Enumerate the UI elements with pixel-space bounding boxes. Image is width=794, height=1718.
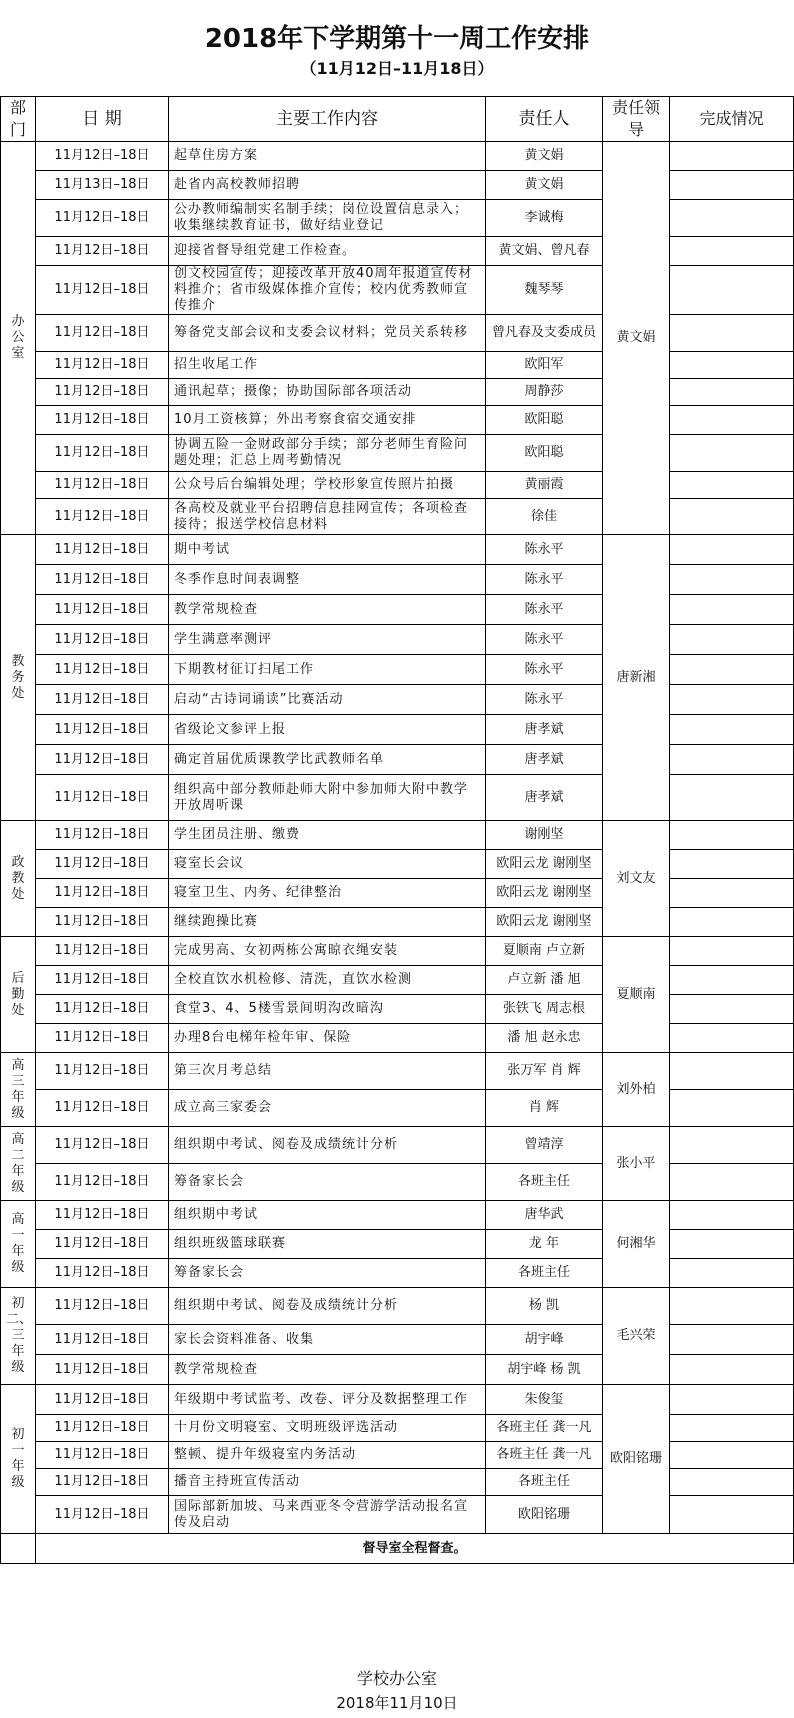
content-cell: 学生团员注册、缴费 bbox=[169, 821, 486, 850]
table-row bbox=[1, 1442, 794, 1469]
header-date: 日 期 bbox=[36, 97, 169, 142]
table-row bbox=[1, 775, 794, 821]
person-cell: 李诚梅 bbox=[486, 200, 603, 237]
supervision-blank-cell bbox=[1, 1534, 36, 1564]
person-cell: 各班主任 bbox=[486, 1469, 603, 1496]
completion-cell[interactable] bbox=[670, 1090, 794, 1127]
dept-cell: 高一年级 bbox=[1, 1201, 36, 1288]
content-cell: 公办教师编制实名制手续；岗位设置信息录入；收集继续教育证书，做好结业登记 bbox=[169, 200, 486, 237]
content-cell: 迎接省督导组党建工作检查。 bbox=[169, 237, 486, 266]
content-cell: 整顿、提升年级寝室内务活动 bbox=[169, 1442, 486, 1469]
date-cell: 11月12日–18日 bbox=[36, 595, 169, 625]
content-cell: 确定首届优质课教学比武教师名单 bbox=[169, 745, 486, 775]
person-cell: 黄文娟 bbox=[486, 142, 603, 171]
person-cell: 卢立新 潘 旭 bbox=[486, 966, 603, 995]
table-row bbox=[1, 1024, 794, 1053]
dept-cell: 后勤处 bbox=[1, 937, 36, 1053]
date-cell: 11月12日–18日 bbox=[36, 266, 169, 315]
date-cell: 11月13日–18日 bbox=[36, 171, 169, 200]
date-cell: 11月12日–18日 bbox=[36, 435, 169, 472]
dept-cell: 高二年级 bbox=[1, 1127, 36, 1201]
content-cell: 组织期中考试 bbox=[169, 1201, 486, 1230]
person-cell: 黄文娟、曾凡春 bbox=[486, 237, 603, 266]
content-cell: 通讯起草；摄像；协助国际部各项活动 bbox=[169, 379, 486, 406]
content-cell: 组织班级篮球联赛 bbox=[169, 1230, 486, 1259]
completion-cell[interactable] bbox=[670, 850, 794, 879]
dept-cell: 初一年级 bbox=[1, 1385, 36, 1534]
content-cell: 筹备家长会 bbox=[169, 1164, 486, 1201]
date-cell: 11月12日–18日 bbox=[36, 1024, 169, 1053]
content-cell: 第三次月考总结 bbox=[169, 1053, 486, 1090]
date-cell: 11月12日–18日 bbox=[36, 937, 169, 966]
completion-cell[interactable] bbox=[670, 1496, 794, 1534]
completion-cell[interactable] bbox=[670, 499, 794, 535]
content-cell: 食堂3、4、5楼雪景间明沟改暗沟 bbox=[169, 995, 486, 1024]
date-cell: 11月12日–18日 bbox=[36, 715, 169, 745]
person-cell: 胡宇峰 bbox=[486, 1325, 603, 1355]
table-row bbox=[1, 1496, 794, 1534]
date-cell: 11月12日–18日 bbox=[36, 879, 169, 908]
completion-cell[interactable] bbox=[670, 1469, 794, 1496]
content-cell: 组织期中考试、阅卷及成绩统计分析 bbox=[169, 1127, 486, 1164]
content-cell: 赴省内高校教师招聘 bbox=[169, 171, 486, 200]
header-leader: 责任领导 bbox=[603, 97, 670, 142]
date-cell: 11月12日–18日 bbox=[36, 379, 169, 406]
leader-cell: 唐新湘 bbox=[603, 535, 670, 821]
completion-cell[interactable] bbox=[670, 1024, 794, 1053]
completion-cell[interactable] bbox=[670, 142, 794, 171]
content-cell: 筹备家长会 bbox=[169, 1259, 486, 1288]
leader-cell: 黄文娟 bbox=[603, 142, 670, 535]
table-row bbox=[1, 266, 794, 315]
supervision-row bbox=[1, 1534, 794, 1564]
person-cell: 各班主任 龚一凡 bbox=[486, 1415, 603, 1442]
date-cell: 11月12日–18日 bbox=[36, 1201, 169, 1230]
completion-cell[interactable] bbox=[670, 595, 794, 625]
completion-cell[interactable] bbox=[670, 1164, 794, 1201]
person-cell: 欧阳云龙 谢刚坚 bbox=[486, 879, 603, 908]
content-cell: 协调五险一金财政部分手续；部分老师生育险问题处理；汇总上周考勤情况 bbox=[169, 435, 486, 472]
header-content: 主要工作内容 bbox=[169, 97, 486, 142]
completion-cell[interactable] bbox=[670, 1415, 794, 1442]
person-cell: 各班主任 bbox=[486, 1164, 603, 1201]
completion-cell[interactable] bbox=[670, 435, 794, 472]
content-cell: 教学常规检查 bbox=[169, 595, 486, 625]
leader-cell: 刘文友 bbox=[603, 821, 670, 937]
content-cell: 十月份文明寝室、文明班级评选活动 bbox=[169, 1415, 486, 1442]
table-row bbox=[1, 1127, 794, 1164]
completion-cell[interactable] bbox=[670, 685, 794, 715]
completion-cell[interactable] bbox=[670, 266, 794, 315]
content-cell: 省级论文参评上报 bbox=[169, 715, 486, 745]
person-cell: 黄文娟 bbox=[486, 171, 603, 200]
table-row bbox=[1, 1053, 794, 1090]
date-cell: 11月12日–18日 bbox=[36, 1288, 169, 1325]
content-cell: 继续跑操比赛 bbox=[169, 908, 486, 937]
date-cell: 11月12日–18日 bbox=[36, 685, 169, 715]
completion-cell[interactable] bbox=[670, 775, 794, 821]
content-cell: 组织期中考试、阅卷及成绩统计分析 bbox=[169, 1288, 486, 1325]
person-cell: 谢刚坚 bbox=[486, 821, 603, 850]
content-cell: 完成男高、女初两栋公寓晾衣绳安装 bbox=[169, 937, 486, 966]
completion-cell[interactable] bbox=[670, 1230, 794, 1259]
person-cell: 肖 辉 bbox=[486, 1090, 603, 1127]
person-cell: 欧阳铭珊 bbox=[486, 1496, 603, 1534]
content-cell: 学生满意率测评 bbox=[169, 625, 486, 655]
content-cell: 下期教材征订扫尾工作 bbox=[169, 655, 486, 685]
table-row bbox=[1, 908, 794, 937]
table-row bbox=[1, 171, 794, 200]
table-row bbox=[1, 315, 794, 352]
completion-cell[interactable] bbox=[670, 1325, 794, 1355]
date-cell: 11月12日–18日 bbox=[36, 472, 169, 499]
table-row bbox=[1, 821, 794, 850]
content-cell: 创文校园宣传；迎接改革开放40周年报道宣传材料推介；省市级媒体推介宣传；校内优秀教师宣传推介 bbox=[169, 266, 486, 315]
dept-cell: 办公室 bbox=[1, 142, 36, 535]
header-done: 完成情况 bbox=[670, 97, 794, 142]
content-cell: 成立高三家委会 bbox=[169, 1090, 486, 1127]
person-cell: 魏琴琴 bbox=[486, 266, 603, 315]
date-cell: 11月12日–18日 bbox=[36, 565, 169, 595]
table-row bbox=[1, 1385, 794, 1415]
table-row bbox=[1, 535, 794, 565]
table-row bbox=[1, 1164, 794, 1201]
person-cell: 各班主任 龚一凡 bbox=[486, 1442, 603, 1469]
person-cell: 陈永平 bbox=[486, 685, 603, 715]
person-cell: 陈永平 bbox=[486, 565, 603, 595]
table-row bbox=[1, 745, 794, 775]
completion-cell[interactable] bbox=[670, 200, 794, 237]
dept-cell: 高三年级 bbox=[1, 1053, 36, 1127]
table-row bbox=[1, 1469, 794, 1496]
table-row bbox=[1, 499, 794, 535]
completion-cell[interactable] bbox=[670, 966, 794, 995]
content-cell: 筹备党支部会议和支委会议材料；党员关系转移 bbox=[169, 315, 486, 352]
completion-cell[interactable] bbox=[670, 565, 794, 595]
dept-cell: 教务处 bbox=[1, 535, 36, 821]
date-cell: 11月12日–18日 bbox=[36, 1415, 169, 1442]
completion-cell[interactable] bbox=[670, 937, 794, 966]
date-cell: 11月12日–18日 bbox=[36, 1355, 169, 1385]
table-row bbox=[1, 966, 794, 995]
content-cell: 招生收尾工作 bbox=[169, 352, 486, 379]
content-cell: 组织高中部分教师赴师大附中参加师大附中教学开放周听课 bbox=[169, 775, 486, 821]
content-cell: 年级期中考试监考、改卷、评分及数据整理工作 bbox=[169, 1385, 486, 1415]
completion-cell[interactable] bbox=[670, 821, 794, 850]
completion-cell[interactable] bbox=[670, 625, 794, 655]
table-row bbox=[1, 352, 794, 379]
completion-cell[interactable] bbox=[670, 1201, 794, 1230]
table-row bbox=[1, 625, 794, 655]
person-cell: 周静莎 bbox=[486, 379, 603, 406]
table-row bbox=[1, 1288, 794, 1325]
completion-cell[interactable] bbox=[670, 995, 794, 1024]
completion-cell[interactable] bbox=[670, 171, 794, 200]
header-dept: 部门 bbox=[1, 97, 36, 142]
completion-cell[interactable] bbox=[670, 879, 794, 908]
person-cell: 夏顺南 卢立新 bbox=[486, 937, 603, 966]
table-row bbox=[1, 237, 794, 266]
table-row bbox=[1, 1090, 794, 1127]
date-cell: 11月12日–18日 bbox=[36, 406, 169, 435]
date-cell: 11月12日–18日 bbox=[36, 142, 169, 171]
completion-cell[interactable] bbox=[670, 379, 794, 406]
leader-cell: 张小平 bbox=[603, 1127, 670, 1201]
table-row bbox=[1, 715, 794, 745]
person-cell: 欧阳云龙 谢刚坚 bbox=[486, 850, 603, 879]
content-cell: 办理8台电梯年检年审、保险 bbox=[169, 1024, 486, 1053]
content-cell: 播音主持班宣传活动 bbox=[169, 1469, 486, 1496]
table-row bbox=[1, 1325, 794, 1355]
table-row bbox=[1, 435, 794, 472]
completion-cell[interactable] bbox=[670, 535, 794, 565]
table-row bbox=[1, 472, 794, 499]
content-cell: 国际部新加坡、马来西亚冬令营游学活动报名宣传及启动 bbox=[169, 1496, 486, 1534]
document-subtitle: （11月12日–11月18日） bbox=[300, 59, 494, 78]
person-cell: 曾凡春及支委成员 bbox=[486, 315, 603, 352]
table-row bbox=[1, 655, 794, 685]
date-cell: 11月12日–18日 bbox=[36, 315, 169, 352]
document-title: 2018年下学期第十一周工作安排 bbox=[204, 24, 590, 54]
table-row bbox=[1, 937, 794, 966]
date-cell: 11月12日–18日 bbox=[36, 1090, 169, 1127]
date-cell: 11月12日–18日 bbox=[36, 200, 169, 237]
person-cell: 欧阳聪 bbox=[486, 435, 603, 472]
person-cell: 潘 旭 赵永忠 bbox=[486, 1024, 603, 1053]
date-cell: 11月12日–18日 bbox=[36, 1053, 169, 1090]
content-cell: 起草住房方案 bbox=[169, 142, 486, 171]
completion-cell[interactable] bbox=[670, 237, 794, 266]
table-row bbox=[1, 685, 794, 715]
completion-cell[interactable] bbox=[670, 1442, 794, 1469]
date-cell: 11月12日–18日 bbox=[36, 352, 169, 379]
table-body bbox=[1, 142, 794, 1534]
date-cell: 11月12日–18日 bbox=[36, 1164, 169, 1201]
date-cell: 11月12日–18日 bbox=[36, 625, 169, 655]
table-row bbox=[1, 379, 794, 406]
date-cell: 11月12日–18日 bbox=[36, 1496, 169, 1534]
completion-cell[interactable] bbox=[670, 352, 794, 379]
content-cell: 家长会资料准备、收集 bbox=[169, 1325, 486, 1355]
date-cell: 11月12日–18日 bbox=[36, 655, 169, 685]
date-cell: 11月12日–18日 bbox=[36, 821, 169, 850]
date-cell: 11月12日–18日 bbox=[36, 908, 169, 937]
content-cell: 寝室长会议 bbox=[169, 850, 486, 879]
completion-cell[interactable] bbox=[670, 315, 794, 352]
date-cell: 11月12日–18日 bbox=[36, 966, 169, 995]
completion-cell[interactable] bbox=[670, 1053, 794, 1090]
date-cell: 11月12日–18日 bbox=[36, 995, 169, 1024]
date-cell: 11月12日–18日 bbox=[36, 1325, 169, 1355]
table-row bbox=[1, 850, 794, 879]
person-cell: 欧阳聪 bbox=[486, 406, 603, 435]
table-row bbox=[1, 1355, 794, 1385]
date-cell: 11月12日–18日 bbox=[36, 1259, 169, 1288]
leader-cell: 何湘华 bbox=[603, 1201, 670, 1288]
table-row bbox=[1, 200, 794, 237]
dept-cell: 政教处 bbox=[1, 821, 36, 937]
date-cell: 11月12日–18日 bbox=[36, 1230, 169, 1259]
person-cell: 唐孝斌 bbox=[486, 745, 603, 775]
content-cell: 教学常规检查 bbox=[169, 1355, 486, 1385]
person-cell: 徐佳 bbox=[486, 499, 603, 535]
table-row bbox=[1, 406, 794, 435]
person-cell: 唐孝斌 bbox=[486, 715, 603, 745]
completion-cell[interactable] bbox=[670, 1288, 794, 1325]
date-cell: 11月12日–18日 bbox=[36, 237, 169, 266]
person-cell: 朱俊玺 bbox=[486, 1385, 603, 1415]
completion-cell[interactable] bbox=[670, 472, 794, 499]
date-cell: 11月12日–18日 bbox=[36, 745, 169, 775]
table-row bbox=[1, 1259, 794, 1288]
table-row bbox=[1, 1230, 794, 1259]
person-cell: 黄丽霞 bbox=[486, 472, 603, 499]
completion-cell[interactable] bbox=[670, 745, 794, 775]
content-cell: 启动“古诗词诵读”比赛活动 bbox=[169, 685, 486, 715]
leader-cell: 毛兴荣 bbox=[603, 1288, 670, 1385]
content-cell: 期中考试 bbox=[169, 535, 486, 565]
person-cell: 唐孝斌 bbox=[486, 775, 603, 821]
schedule-table bbox=[0, 96, 794, 1564]
person-cell: 欧阳云龙 谢刚坚 bbox=[486, 908, 603, 937]
completion-cell[interactable] bbox=[670, 1127, 794, 1164]
table-row bbox=[1, 995, 794, 1024]
date-cell: 11月12日–18日 bbox=[36, 1127, 169, 1164]
table-row bbox=[1, 595, 794, 625]
person-cell: 张铁飞 周志根 bbox=[486, 995, 603, 1024]
table-row bbox=[1, 1201, 794, 1230]
date-cell: 11月12日–18日 bbox=[36, 1385, 169, 1415]
person-cell: 龙 年 bbox=[486, 1230, 603, 1259]
dept-cell: 初二、三年级 bbox=[1, 1288, 36, 1385]
leader-cell: 欧阳铭珊 bbox=[603, 1385, 670, 1534]
completion-cell[interactable] bbox=[670, 1355, 794, 1385]
completion-cell[interactable] bbox=[670, 715, 794, 745]
date-cell: 11月12日–18日 bbox=[36, 775, 169, 821]
person-cell: 陈永平 bbox=[486, 625, 603, 655]
completion-cell[interactable] bbox=[670, 655, 794, 685]
person-cell: 陈永平 bbox=[486, 655, 603, 685]
table-header-row bbox=[1, 97, 794, 142]
content-cell: 全校直饮水机检修、清洗，直饮水检测 bbox=[169, 966, 486, 995]
content-cell: 10月工资核算；外出考察食宿交通安排 bbox=[169, 406, 486, 435]
leader-cell: 夏顺南 bbox=[603, 937, 670, 1053]
person-cell: 胡宇峰 杨 凯 bbox=[486, 1355, 603, 1385]
date-cell: 11月12日–18日 bbox=[36, 535, 169, 565]
table-row bbox=[1, 142, 794, 171]
content-cell: 寝室卫生、内务、纪律整治 bbox=[169, 879, 486, 908]
header-person: 责任人 bbox=[486, 97, 603, 142]
content-cell: 各高校及就业平台招聘信息挂网宣传；各项检查接待；报送学校信息材料 bbox=[169, 499, 486, 535]
table-row bbox=[1, 879, 794, 908]
person-cell: 张万军 肖 辉 bbox=[486, 1053, 603, 1090]
date-cell: 11月12日–18日 bbox=[36, 1442, 169, 1469]
leader-cell: 刘外柏 bbox=[603, 1053, 670, 1127]
footer-date: 2018年11月10日 bbox=[336, 1694, 458, 1712]
person-cell: 欧阳军 bbox=[486, 352, 603, 379]
content-cell: 冬季作息时间表调整 bbox=[169, 565, 486, 595]
table-row bbox=[1, 1415, 794, 1442]
person-cell: 曾靖淳 bbox=[486, 1127, 603, 1164]
completion-cell[interactable] bbox=[670, 1259, 794, 1288]
date-cell: 11月12日–18日 bbox=[36, 1469, 169, 1496]
supervision-note: 督导室全程督查。 bbox=[36, 1534, 794, 1564]
date-cell: 11月12日–18日 bbox=[36, 499, 169, 535]
table-row bbox=[1, 565, 794, 595]
person-cell: 陈永平 bbox=[486, 535, 603, 565]
person-cell: 各班主任 bbox=[486, 1259, 603, 1288]
completion-cell[interactable] bbox=[670, 406, 794, 435]
date-cell: 11月12日–18日 bbox=[36, 850, 169, 879]
completion-cell[interactable] bbox=[670, 1385, 794, 1415]
person-cell: 唐华武 bbox=[486, 1201, 603, 1230]
person-cell: 杨 凯 bbox=[486, 1288, 603, 1325]
footer-office: 学校办公室 bbox=[356, 1669, 437, 1688]
content-cell: 公众号后台编辑处理；学校形象宣传照片拍摄 bbox=[169, 472, 486, 499]
completion-cell[interactable] bbox=[670, 908, 794, 937]
person-cell: 陈永平 bbox=[486, 595, 603, 625]
